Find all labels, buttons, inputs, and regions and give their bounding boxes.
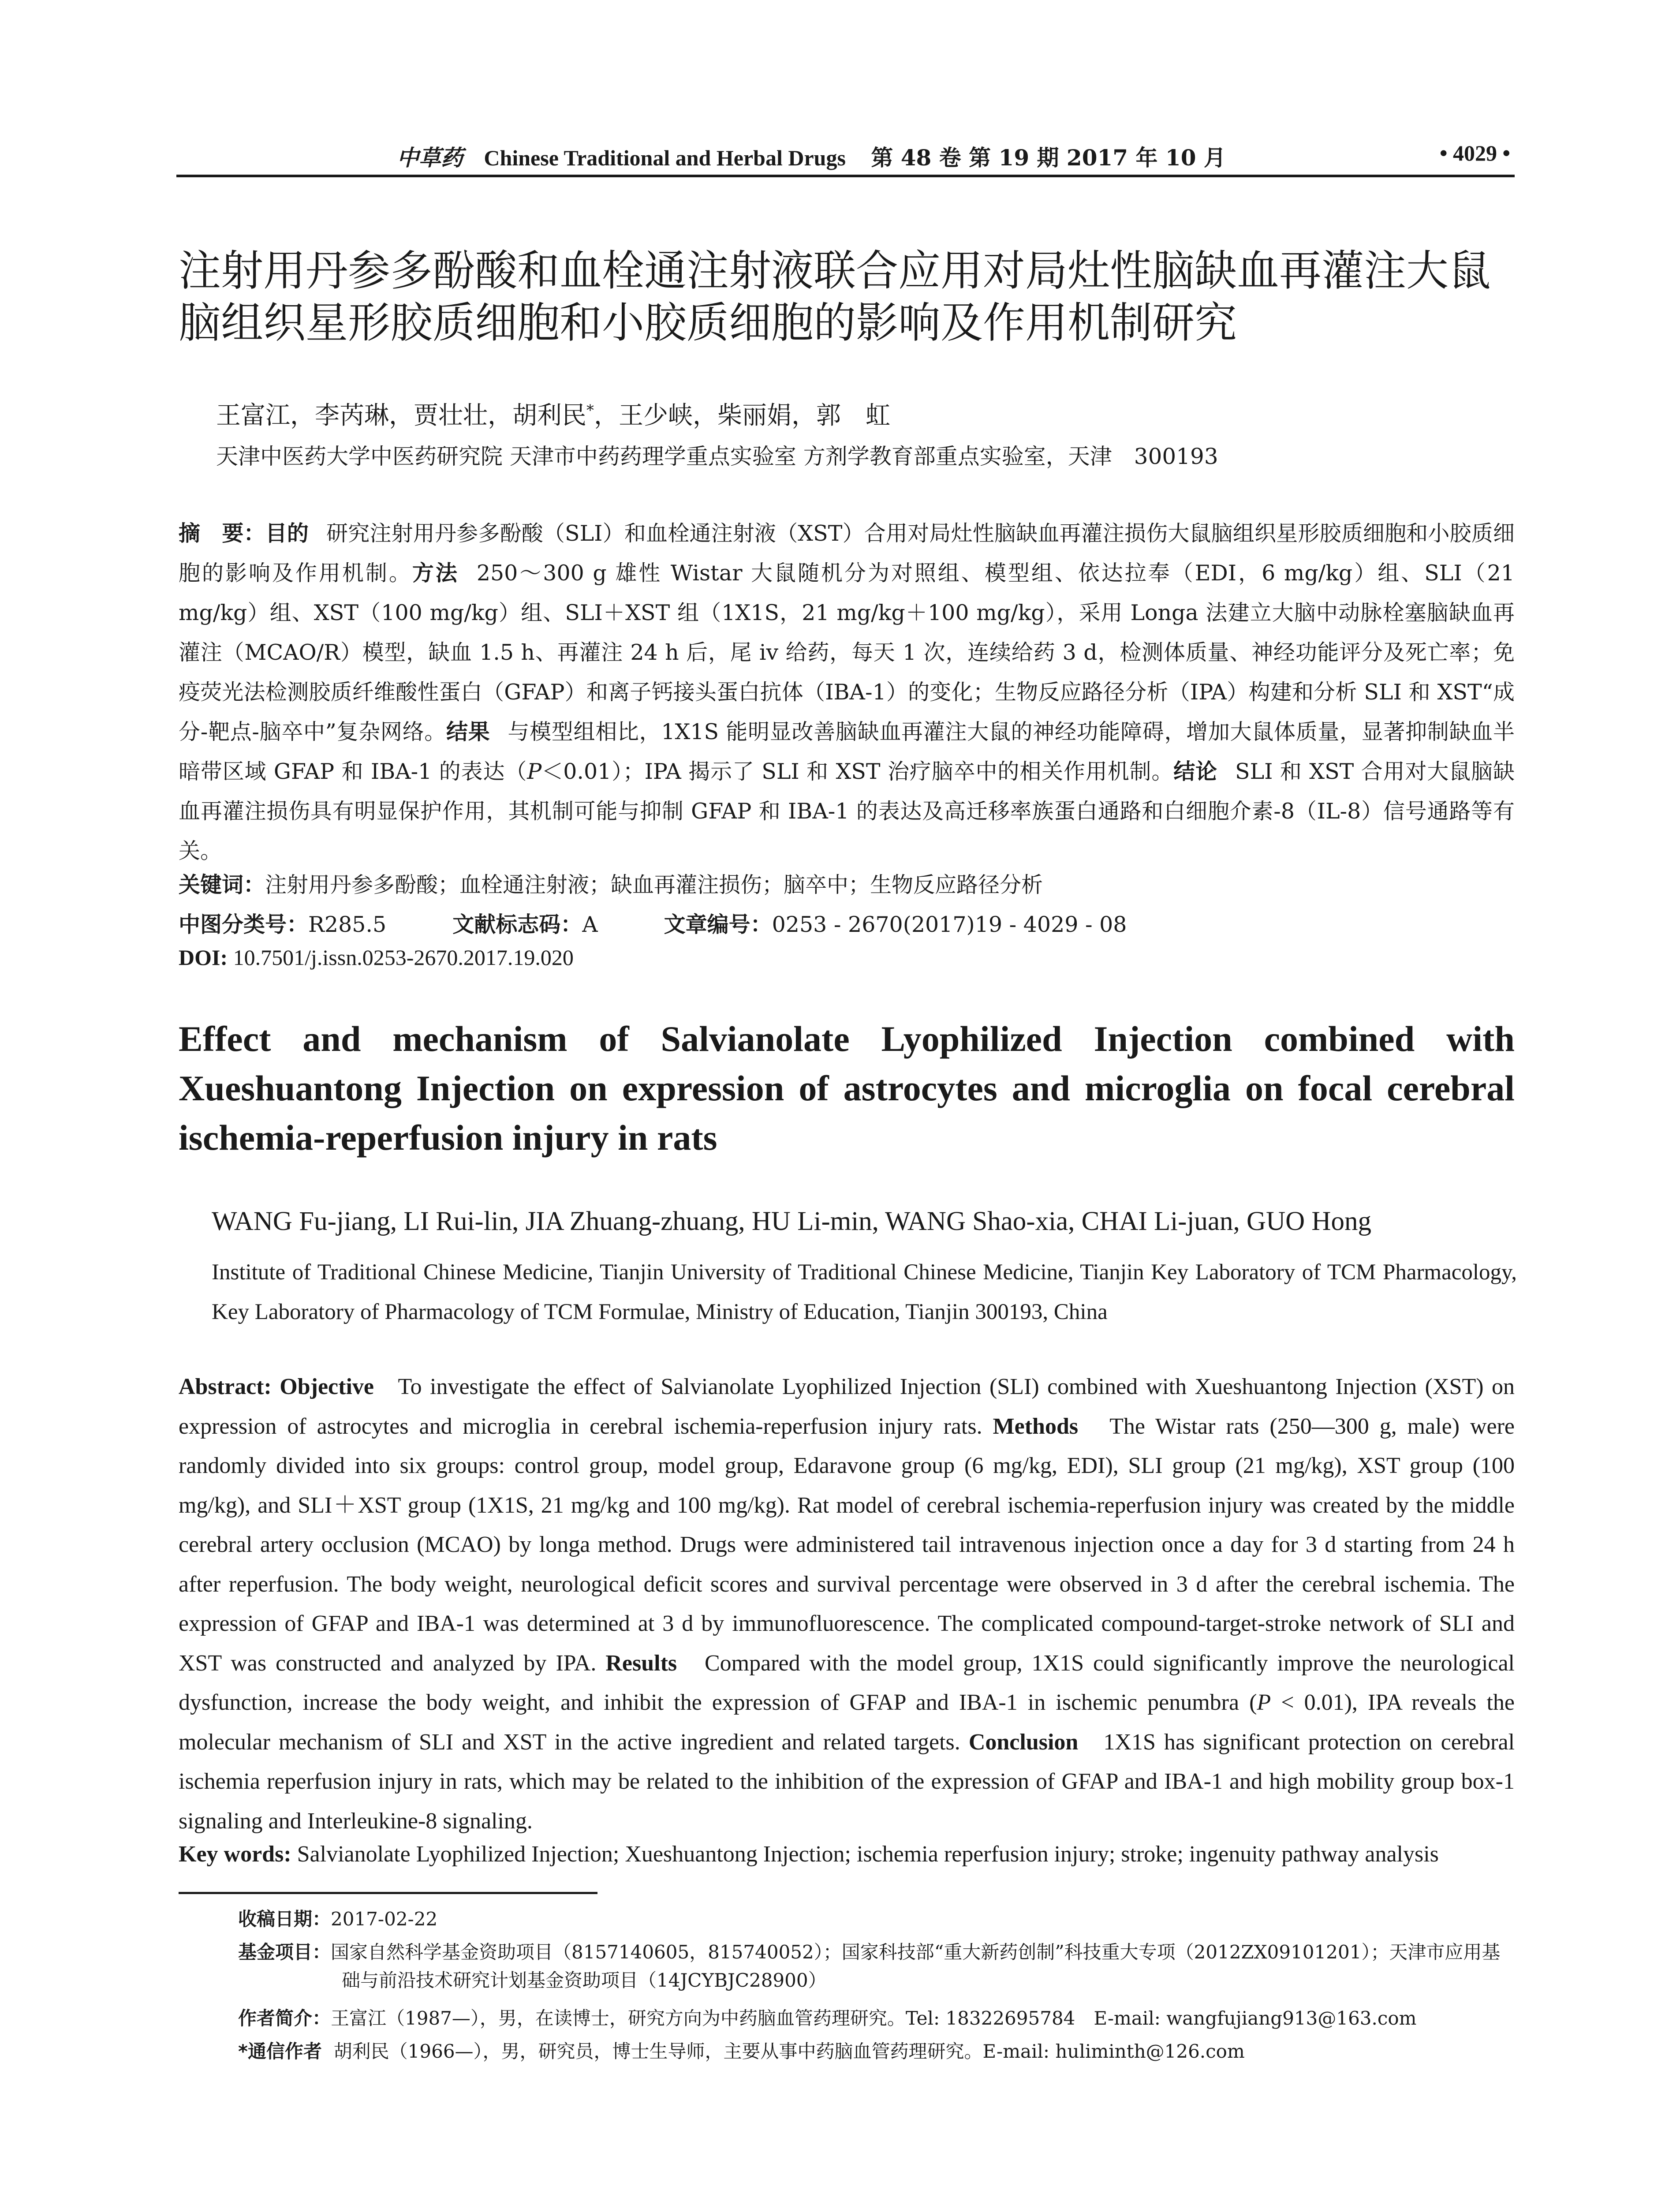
received-date: 2017-02-22 [331,1908,438,1930]
conclusion-label-en: Conclusion [968,1729,1079,1755]
fund-text: 国家自然科学基金资助项目（8157140605，815740052）；国家科技部“重大新药创制”科技重大专项（2012ZX09101201）；天津市应用基础与前沿技术研究计划基金资助项目（14JCYBJC28900） [331,1941,1501,1991]
classification-line [179,905,1515,945]
journal-name-en: Chinese Traditional and Herbal Drugs [484,146,846,170]
page-number: • 4029 • [1439,141,1510,165]
abstract-cn [179,514,1515,871]
abstract-en [179,1367,1515,1841]
keywords-en-label: Key words: [179,1842,291,1867]
p-value-symbol: P [527,759,542,784]
objective-label-cn: 目的 [265,521,309,546]
keywords-cn [179,865,1515,905]
footnote-corresponding [238,2037,1245,2066]
results-label-en: Results [605,1650,677,1676]
results-cn-b: ＜0.01）；IPA 揭示了 SLI 和 XST 治疗脑卒中的相关作用机制。 [541,759,1174,784]
fund-label: 基金项目： [238,1941,331,1963]
issue-info: 第 48 卷 第 19 期 2017 年 10 月 [871,145,1226,171]
clc-value: R285.5 [308,912,387,937]
methods-en: The Wistar rats (250—300 g, male) were randomly divided into six groups: control group, model group, Edaravone group (6 mg/kg, EDI), SLI group (21 mg/kg), XST group (100 mg/kg), and SLI＋XST group (1X1S, 21 mg/kg and 100 mg/kg). Rat model of cerebral ischemia-reperfusion injury was created by the middle cerebral artery occlusion (MCAO) by longa method. Drugs were administered tail intravenous injection once a day for 3 d starting from 24 h after reperfusion. The body weight, neurological deficit scores and survival percentage were observed in 3 d after the cerebral ischemia. The expression of GFAP and IBA-1 was determined at 3 d by immunofluorescence. The complicated compound-target-stroke network of SLI and XST was constructed and analyzed by IPA. [179,1413,1515,1676]
authors-cn-before: 王富江，李芮琳，贾壮壮，胡利民 [216,401,586,430]
author-bio-text: 王富江（1987—），男，在读博士，研究方向为中药脑血管药理研究。Tel: 18322695784 E-mail: wangfujiang913@163.com [331,2007,1417,2029]
authors-en: WANG Fu-jiang, LI Rui-lin, JIA Zhuang-zhuang, HU Li-min, WANG Shao-xia, CHAI Li-juan, GUO Hong [212,1207,1371,1236]
objective-cn: 研究注射用丹参多酚酸（SLI）和血栓通注射液（XST）合用对局灶性脑缺血再灌注损伤大鼠脑组织星形胶质细胞和小胶质细胞的影响及作用机制。 [179,521,1515,586]
affiliation-cn: 天津中医药大学中医药研究院 天津市中药药理学重点实验室 方剂学教育部重点实验室，天津 300193 [216,444,1218,469]
running-header [397,140,1226,172]
footnote-rule [179,1892,597,1894]
clc-label: 中图分类号： [179,912,309,937]
abstract-en-label: Abstract: [179,1374,272,1399]
keywords-en-text: Salvianolate Lyophilized Injection; Xueshuantong Injection; ischemia reperfusion injury; stroke; ingenuity pathway analysis [297,1842,1439,1867]
results-label-cn: 结果 [446,719,490,744]
article-no-value: 0253 - 2670(2017)19 - 4029 - 08 [772,912,1127,937]
corresponding-text: 胡利民（1966—），男，研究员，博士生导师，主要从事中药脑血管药理研究。E-mail: huliminth@126.com [333,2041,1245,2062]
conclusion-label-cn: 结论 [1173,759,1218,784]
keywords-cn-text: 注射用丹参多酚酸；血栓通注射液；缺血再灌注损伤；脑卒中；生物反应路径分析 [265,872,1043,897]
conclusion-cn: SLI 和 XST 合用对大鼠脑缺血再灌注损伤具有明显保护作用，其机制可能与抑制 GFAP 和 IBA-1 的表达及高迁移率族蛋白通路和白细胞介素-8（IL-8）信号通路等有关。 [179,759,1515,863]
footnote-fund [238,1938,1517,1995]
results-en-a: Compared with the model group, 1X1S could significantly improve the neurological dysfunction, increase the body weight, and inhibit the expression of GFAP and IBA-1 in ischemic penumbra ( [179,1650,1515,1715]
authors-cn [216,396,890,431]
doc-code-label: 文献标志码： [452,912,582,937]
footnote-author [238,2004,1417,2033]
footnote-received [238,1905,437,1933]
received-label: 收稿日期： [238,1908,331,1930]
results-en-b: < 0.01), IPA reveals the molecular mechanism of SLI and XST in the active ingredient and related targets. [179,1690,1515,1755]
article-no-label: 文章编号： [664,912,772,937]
keywords-cn-label: 关键词： [179,872,265,897]
corresponding-mark: * [586,401,594,419]
title-cn: 注射用丹参多酚酸和血栓通注射液联合应用对局灶性脑缺血再灌注大鼠脑组织星形胶质细胞和小胶质细胞的影响及作用机制研究 [179,246,1491,348]
methods-cn: 250～300 g 雄性 Wistar 大鼠随机分为对照组、模型组、依达拉奉（EDI，6 mg/kg）组、SLI（21 mg/kg）组、XST（100 mg/kg）组、SLI＋XST 组（1X1S，21 mg/kg＋100 mg/kg），采用 Longa 法建立大脑中动脉栓塞脑缺血再灌注（MCAO/R）模型，缺血 1.5 h、再灌注 24 h 后，尾 iv 给药，每天 1 次，连续给药 3 d，检测体质量、神经功能评分及死亡率；免疫荧光法检测胶质纤维酸性蛋白（GFAP）和离子钙接头蛋白抗体（IBA-1）的变化；生物反应路径分析（IPA）构建和分析 SLI 和 XST“成分-靶点-脑卒中”复杂网络。 [179,561,1515,744]
doi [179,945,574,970]
header-rule [176,175,1515,177]
results-cn-a: 与模型组相比，1X1S 能明显改善脑缺血再灌注大鼠的神经功能障碍，增加大鼠体质量，显著抑制缺血半暗带区域 GFAP 和 IBA-1 的表达（ [179,719,1515,784]
affiliation-en: Institute of Traditional Chinese Medicine, Tianjin University of Traditional Chinese Medicine, Tianjin Key Laboratory of TCM Pharmacology, Key Laboratory of Pharmacology of TCM Formulae, Ministry of Education, Tianjin 300193, China [212,1260,1517,1324]
objective-label-en: Objective [280,1374,374,1399]
corresponding-label: *通信作者 [238,2041,322,2062]
p-value-symbol-en: P [1257,1690,1271,1715]
keywords-en [179,1841,1515,1867]
author-bio-label: 作者简介： [238,2007,331,2029]
title-en: Effect and mechanism of Salvianolate Lyophilized Injection combined with Xueshuantong Injection on expression of astrocytes and microglia on focal cerebral ischemia-reperfusion injury in rats [179,1019,1515,1158]
journal-name-cn: 中草药 [397,145,463,171]
objective-en: To investigate the effect of Salvianolate Lyophilized Injection (SLI) combined with Xueshuantong Injection (XST) on expression of astrocytes and microglia in cerebral ischemia-reperfusion injury rats. [179,1374,1515,1439]
authors-cn-after: ，王少峡，柴丽娟，郭 虹 [594,401,890,430]
abstract-cn-label: 摘 要： [179,521,265,546]
conclusion-en: 1X1S has significant protection on cerebral ischemia reperfusion injury in rats, which may be related to the inhibition of the expression of GFAP and IBA-1 and high mobility group box-1 signaling and Interleukine-8 signaling. [179,1729,1515,1834]
methods-label-cn: 方法 [412,561,459,586]
doc-code-value: A [582,912,598,937]
doi-label: DOI: [179,945,228,970]
doi-value: 10.7501/j.issn.0253-2670.2017.19.020 [233,945,574,970]
methods-label-en: Methods [993,1413,1079,1439]
